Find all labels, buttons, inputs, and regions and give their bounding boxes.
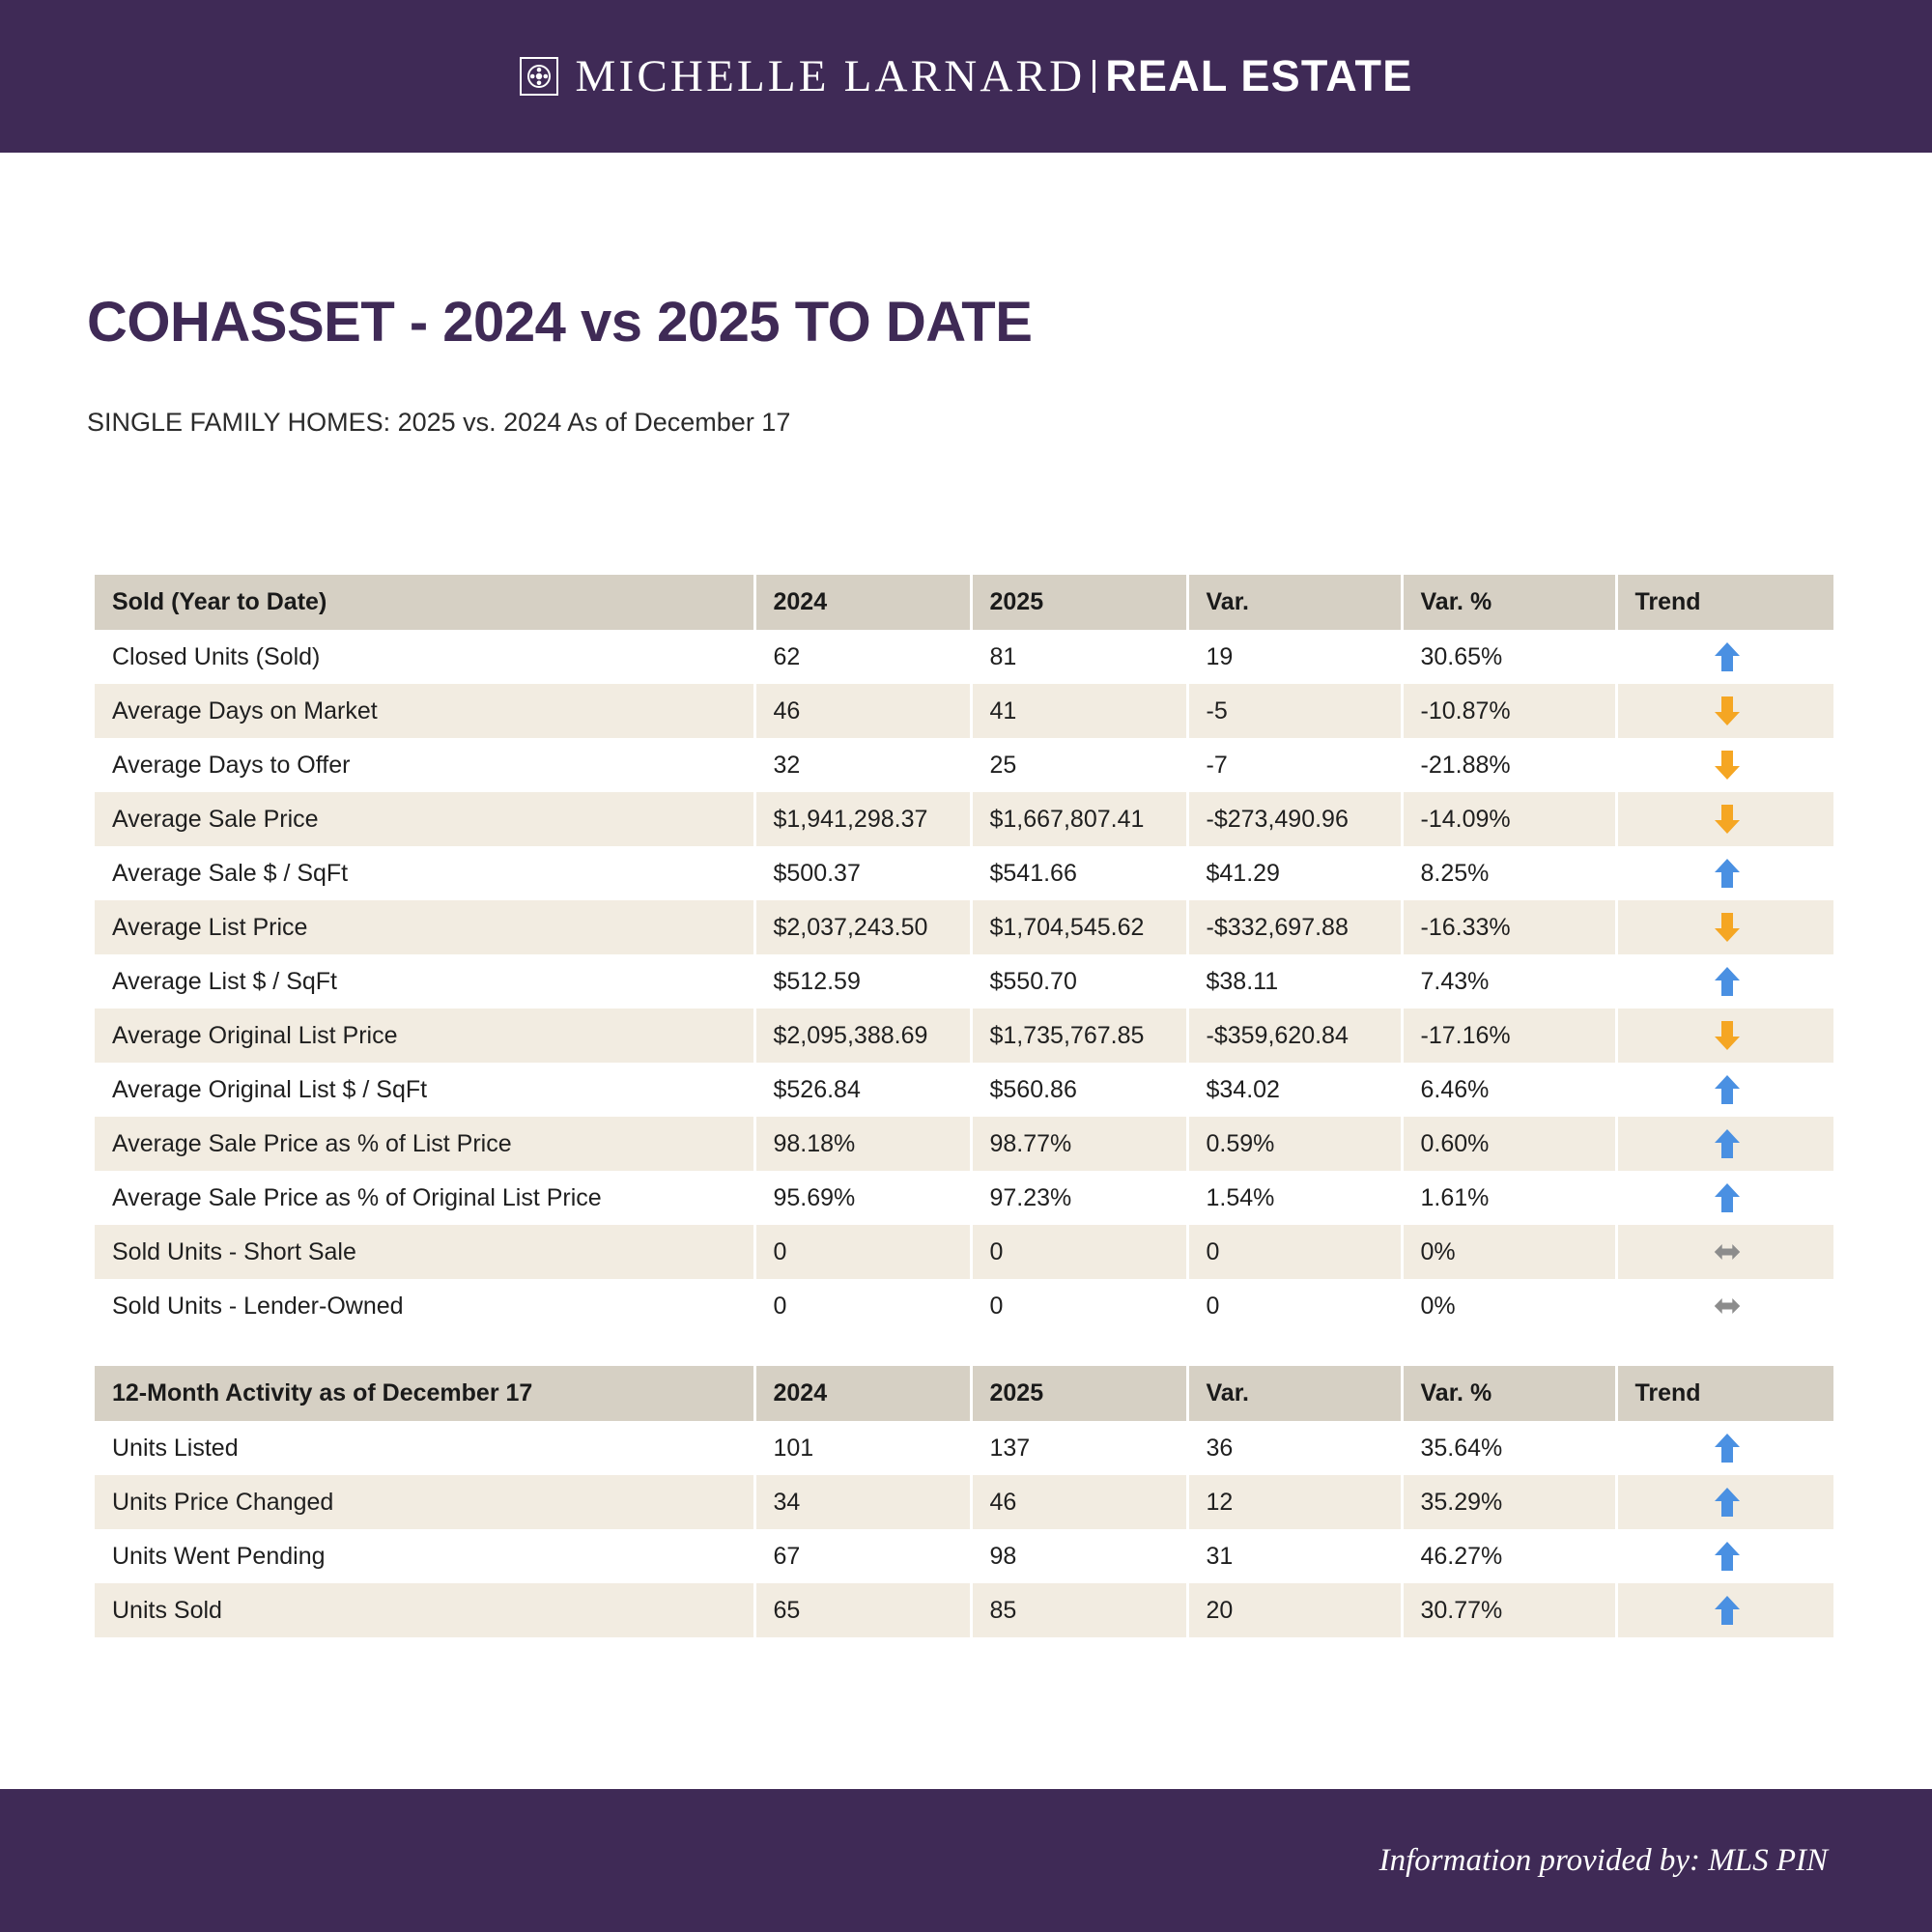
table-row bbox=[95, 1171, 1833, 1225]
row-label: Average Sale Price as % of Original List Price bbox=[95, 1171, 754, 1225]
table1-col-label: Sold (Year to Date) bbox=[95, 575, 754, 630]
row-variance-pct: 6.46% bbox=[1402, 1063, 1616, 1117]
row-value-2025: 85 bbox=[971, 1583, 1187, 1637]
row-label: Sold Units - Lender-Owned bbox=[95, 1279, 754, 1333]
row-label: Sold Units - Short Sale bbox=[95, 1225, 754, 1279]
row-value-2025: $1,735,767.85 bbox=[971, 1009, 1187, 1063]
table2-col-2025: 2025 bbox=[971, 1366, 1187, 1421]
table-row bbox=[95, 1475, 1833, 1529]
row-value-2024: $500.37 bbox=[754, 846, 971, 900]
row-variance-pct: 7.43% bbox=[1402, 954, 1616, 1009]
row-label: Closed Units (Sold) bbox=[95, 630, 754, 684]
row-value-2024: 67 bbox=[754, 1529, 971, 1583]
row-variance: $38.11 bbox=[1187, 954, 1402, 1009]
page-subtitle: SINGLE FAMILY HOMES: 2025 vs. 2024 As of December 17 bbox=[87, 408, 791, 437]
table-row bbox=[95, 1009, 1833, 1063]
row-trend-cell bbox=[1616, 1171, 1833, 1225]
row-value-2024: $526.84 bbox=[754, 1063, 971, 1117]
table-row bbox=[95, 846, 1833, 900]
brand-lockup bbox=[520, 50, 1413, 102]
row-value-2024: $512.59 bbox=[754, 954, 971, 1009]
row-value-2024: 101 bbox=[754, 1421, 971, 1475]
trend-up-arrow-icon bbox=[1713, 1075, 1742, 1102]
table-row bbox=[95, 1117, 1833, 1171]
row-trend-cell bbox=[1616, 1009, 1833, 1063]
trend-up-arrow-icon bbox=[1713, 1129, 1742, 1156]
row-value-2025: 0 bbox=[971, 1225, 1187, 1279]
brand-divider bbox=[1093, 60, 1095, 93]
row-variance-pct: 0.60% bbox=[1402, 1117, 1616, 1171]
row-variance-pct: 30.77% bbox=[1402, 1583, 1616, 1637]
row-variance-pct: -14.09% bbox=[1402, 792, 1616, 846]
row-trend-cell bbox=[1616, 792, 1833, 846]
row-variance: $41.29 bbox=[1187, 846, 1402, 900]
trend-down-arrow-icon bbox=[1713, 805, 1742, 832]
report-footer bbox=[0, 1789, 1932, 1932]
trend-up-arrow-icon bbox=[1713, 1434, 1742, 1461]
trend-down-arrow-icon bbox=[1713, 1021, 1742, 1048]
row-label: Average Sale Price as % of List Price bbox=[95, 1117, 754, 1171]
row-value-2024: $1,941,298.37 bbox=[754, 792, 971, 846]
table-row bbox=[95, 1279, 1833, 1333]
row-value-2024: 95.69% bbox=[754, 1171, 971, 1225]
table1-body bbox=[95, 630, 1833, 1333]
table-row bbox=[95, 684, 1833, 738]
row-value-2025: $1,667,807.41 bbox=[971, 792, 1187, 846]
row-variance: -$332,697.88 bbox=[1187, 900, 1402, 954]
row-variance: -5 bbox=[1187, 684, 1402, 738]
row-label: Average Original List Price bbox=[95, 1009, 754, 1063]
row-value-2025: $541.66 bbox=[971, 846, 1187, 900]
row-variance: 20 bbox=[1187, 1583, 1402, 1637]
row-label: Units Sold bbox=[95, 1583, 754, 1637]
brand-name: MICHELLE LARNARD bbox=[575, 51, 1086, 101]
row-value-2025: 25 bbox=[971, 738, 1187, 792]
row-value-2024: 32 bbox=[754, 738, 971, 792]
row-variance: -7 bbox=[1187, 738, 1402, 792]
row-value-2024: 0 bbox=[754, 1279, 971, 1333]
row-variance: 31 bbox=[1187, 1529, 1402, 1583]
row-variance: -$273,490.96 bbox=[1187, 792, 1402, 846]
row-trend-cell bbox=[1616, 738, 1833, 792]
row-label: Units Listed bbox=[95, 1421, 754, 1475]
trend-up-arrow-icon bbox=[1713, 1488, 1742, 1515]
row-value-2025: 41 bbox=[971, 684, 1187, 738]
row-label: Units Price Changed bbox=[95, 1475, 754, 1529]
row-value-2025: $550.70 bbox=[971, 954, 1187, 1009]
table-gap-cell bbox=[95, 1333, 1833, 1366]
table-row bbox=[95, 1063, 1833, 1117]
row-variance-pct: 35.64% bbox=[1402, 1421, 1616, 1475]
footer-attribution: Information provided by: MLS PIN bbox=[1378, 1842, 1828, 1878]
table2-col-label: 12-Month Activity as of December 17 bbox=[95, 1366, 754, 1421]
row-label: Average Days on Market bbox=[95, 684, 754, 738]
row-trend-cell bbox=[1616, 1117, 1833, 1171]
table1-col-trend: Trend bbox=[1616, 575, 1833, 630]
row-value-2025: 46 bbox=[971, 1475, 1187, 1529]
trend-up-arrow-icon bbox=[1713, 967, 1742, 994]
table2-header-row bbox=[95, 1366, 1833, 1421]
row-variance-pct: -10.87% bbox=[1402, 684, 1616, 738]
row-label: Units Went Pending bbox=[95, 1529, 754, 1583]
row-value-2025: 98 bbox=[971, 1529, 1187, 1583]
row-label: Average Sale Price bbox=[95, 792, 754, 846]
trend-down-arrow-icon bbox=[1713, 751, 1742, 778]
row-trend-cell bbox=[1616, 1421, 1833, 1475]
row-variance-pct: -17.16% bbox=[1402, 1009, 1616, 1063]
row-variance: 36 bbox=[1187, 1421, 1402, 1475]
table2-col-var: Var. bbox=[1187, 1366, 1402, 1421]
table-row bbox=[95, 1421, 1833, 1475]
row-trend-cell bbox=[1616, 1063, 1833, 1117]
row-value-2025: 97.23% bbox=[971, 1171, 1187, 1225]
table-row bbox=[95, 630, 1833, 684]
row-variance-pct: 0% bbox=[1402, 1225, 1616, 1279]
trend-up-arrow-icon bbox=[1713, 1183, 1742, 1210]
row-variance-pct: 46.27% bbox=[1402, 1529, 1616, 1583]
row-value-2025: 137 bbox=[971, 1421, 1187, 1475]
row-variance-pct: -16.33% bbox=[1402, 900, 1616, 954]
row-value-2024: 0 bbox=[754, 1225, 971, 1279]
row-variance-pct: 35.29% bbox=[1402, 1475, 1616, 1529]
row-variance: 19 bbox=[1187, 630, 1402, 684]
row-trend-cell bbox=[1616, 1279, 1833, 1333]
trend-up-arrow-icon bbox=[1713, 642, 1742, 669]
table1-col-varpct: Var. % bbox=[1402, 575, 1616, 630]
row-variance: $34.02 bbox=[1187, 1063, 1402, 1117]
row-variance-pct: 8.25% bbox=[1402, 846, 1616, 900]
row-value-2024: 46 bbox=[754, 684, 971, 738]
table1-header-row bbox=[95, 575, 1833, 630]
row-variance-pct: 0% bbox=[1402, 1279, 1616, 1333]
table-row bbox=[95, 1529, 1833, 1583]
row-variance-pct: -21.88% bbox=[1402, 738, 1616, 792]
row-value-2024: $2,095,388.69 bbox=[754, 1009, 971, 1063]
row-variance: 0.59% bbox=[1187, 1117, 1402, 1171]
row-trend-cell bbox=[1616, 1475, 1833, 1529]
row-variance: 1.54% bbox=[1187, 1171, 1402, 1225]
row-label: Average List $ / SqFt bbox=[95, 954, 754, 1009]
tables-container bbox=[95, 575, 1833, 1637]
trend-flat-arrow-icon bbox=[1713, 1237, 1742, 1264]
row-trend-cell bbox=[1616, 954, 1833, 1009]
row-variance: 12 bbox=[1187, 1475, 1402, 1529]
row-label: Average Original List $ / SqFt bbox=[95, 1063, 754, 1117]
trend-up-arrow-icon bbox=[1713, 1542, 1742, 1569]
row-trend-cell bbox=[1616, 846, 1833, 900]
row-value-2024: 62 bbox=[754, 630, 971, 684]
row-trend-cell bbox=[1616, 630, 1833, 684]
brand-subtitle: REAL ESTATE bbox=[1105, 51, 1413, 100]
trend-up-arrow-icon bbox=[1713, 859, 1742, 886]
row-variance: 0 bbox=[1187, 1279, 1402, 1333]
trend-down-arrow-icon bbox=[1713, 913, 1742, 940]
row-label: Average Sale $ / SqFt bbox=[95, 846, 754, 900]
row-trend-cell bbox=[1616, 684, 1833, 738]
row-variance-pct: 30.65% bbox=[1402, 630, 1616, 684]
table2-col-2024: 2024 bbox=[754, 1366, 971, 1421]
row-value-2025: 0 bbox=[971, 1279, 1187, 1333]
flower-square-logo-icon bbox=[520, 57, 558, 96]
brand-text-row bbox=[576, 50, 1413, 102]
sold-ytd-table bbox=[95, 575, 1833, 1333]
row-value-2025: 81 bbox=[971, 630, 1187, 684]
table1-col-2025: 2025 bbox=[971, 575, 1187, 630]
page-title: COHASSET - 2024 vs 2025 TO DATE bbox=[87, 291, 1033, 354]
row-value-2025: $1,704,545.62 bbox=[971, 900, 1187, 954]
table-row bbox=[95, 954, 1833, 1009]
row-value-2024: $2,037,243.50 bbox=[754, 900, 971, 954]
row-label: Average List Price bbox=[95, 900, 754, 954]
trend-down-arrow-icon bbox=[1713, 696, 1742, 724]
row-variance-pct: 1.61% bbox=[1402, 1171, 1616, 1225]
table2-col-trend: Trend bbox=[1616, 1366, 1833, 1421]
table1-col-2024: 2024 bbox=[754, 575, 971, 630]
twelve-month-activity-table bbox=[95, 1333, 1833, 1637]
row-trend-cell bbox=[1616, 1583, 1833, 1637]
row-value-2024: 34 bbox=[754, 1475, 971, 1529]
brand-header bbox=[0, 0, 1932, 153]
table-gap-row bbox=[95, 1333, 1833, 1366]
row-value-2025: 98.77% bbox=[971, 1117, 1187, 1171]
row-trend-cell bbox=[1616, 1225, 1833, 1279]
row-label: Average Days to Offer bbox=[95, 738, 754, 792]
row-trend-cell bbox=[1616, 1529, 1833, 1583]
table-row bbox=[95, 792, 1833, 846]
trend-flat-arrow-icon bbox=[1713, 1292, 1742, 1319]
row-value-2024: 98.18% bbox=[754, 1117, 971, 1171]
table1-col-var: Var. bbox=[1187, 575, 1402, 630]
trend-up-arrow-icon bbox=[1713, 1596, 1742, 1623]
table-row bbox=[95, 1225, 1833, 1279]
row-trend-cell bbox=[1616, 900, 1833, 954]
row-variance: -$359,620.84 bbox=[1187, 1009, 1402, 1063]
table-row bbox=[95, 738, 1833, 792]
table2-col-varpct: Var. % bbox=[1402, 1366, 1616, 1421]
row-value-2024: 65 bbox=[754, 1583, 971, 1637]
row-value-2025: $560.86 bbox=[971, 1063, 1187, 1117]
table-row bbox=[95, 900, 1833, 954]
table-row bbox=[95, 1583, 1833, 1637]
row-variance: 0 bbox=[1187, 1225, 1402, 1279]
table2-body bbox=[95, 1421, 1833, 1637]
